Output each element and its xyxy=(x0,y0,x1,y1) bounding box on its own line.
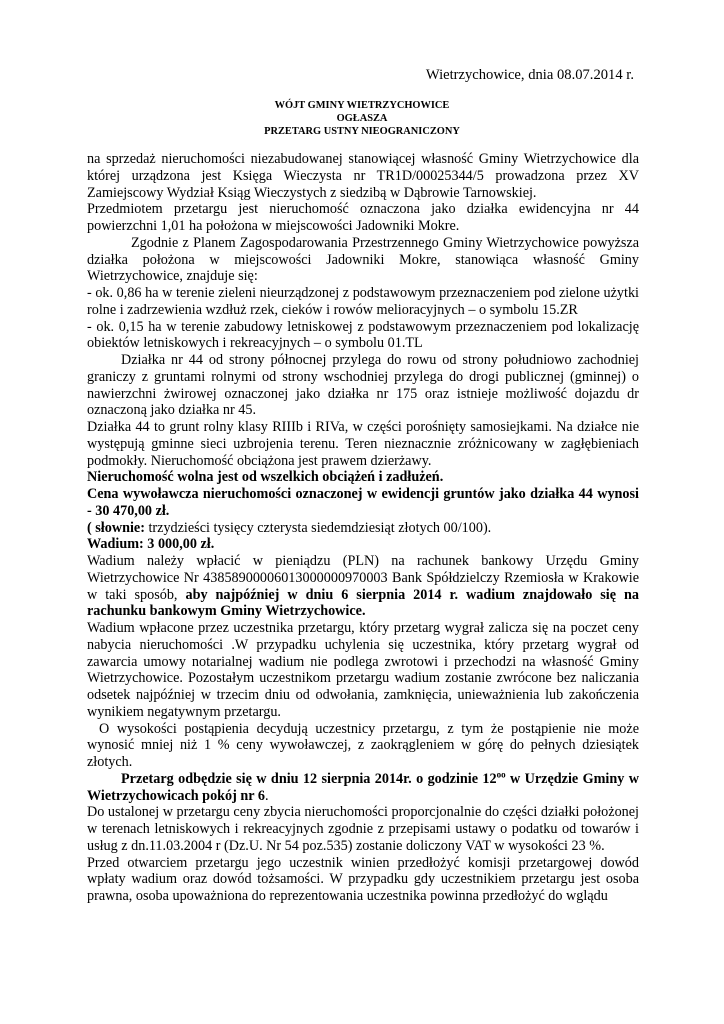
zoning-item-zr: - ok. 0,86 ha w terenie zieleni nieurządzonej z podstawowym przeznaczeniem pod zielone użytki rolne i zadrzewienia wzdłuż rzek, cieków i rowów melioracyjnych – o symbolu 15.ZR xyxy=(87,285,639,318)
deposit-payment-paragraph xyxy=(87,553,639,620)
header-issuer: WÓJT GMINY WIETRZYCHOWICE xyxy=(274,100,450,111)
date-line: Wietrzychowice, dnia 08.07.2014 r. xyxy=(425,67,634,83)
intro-paragraph: na sprzedaż nieruchomości niezabudowanej stanowiącej własność Gminy Wietrzychowice dla której urządzona jest Księga Wieczysta nr TR1D/00025344/5 prowadzona przez XV Zamiejscowy Wydział Ksiąg Wieczystych z siedzibą w Dąbrowie Tarnowskiej. xyxy=(87,151,639,201)
participant-requirements-paragraph: Przed otwarciem przetargu jego uczestnik winien przedłożyć komisji przetargowej dowód wpłaty wadium oraz dowód tożsamości. W przypadku gdy uczestnikiem przetargu jest osoba prawna, osoba upoważniona do reprezentowania uczestnika powinna przedłożyć do wglądu xyxy=(87,854,639,904)
deposit-rules-paragraph: Wadium wpłacone przez uczestnika przetargu, który przetarg wygrał zalicza się na poczet ceny nabycia nieruchomości .W przypadku uchylenia się uczestnika, który przetarg wygrał od zawarcia umowy notarialnej wadium nie podlega zwrotowi i przechodzi na własność Gminy Wietrzychowice. Pozostałym uczestnikom przetargu wadium zostanie zwrócone bez naliczania odsetek najpóźniej w trzecim dniu od odwołania, zamknięcia, unieważnienia lub zakończenia wynikiem negatywnym przetargu. xyxy=(87,620,639,720)
land-description-paragraph: Działka 44 to grunt rolny klasy RIIIb i RIVa, w części porośnięty samosiejkami. Na działce nie występują gminne sieci uzbrojenia terenu. Teren nieznacznie zróżnicowany w zagłębieniach podmokły. Nieruchomość obciążona jest prawem dzierżawy. xyxy=(87,419,639,469)
header-announces: OGŁASZA xyxy=(336,113,388,124)
tender-location: w Urzędzie Gminy w Wietrzychowicach pokój nr 6 xyxy=(87,770,639,804)
deposit-payment-text: Wadium należy wpłacić w pieniądzu (PLN) na rachunek bankowy Urzędu Gminy Wietrzychowice Nr 43858900006013000000970003 Bank Spółdzielczy Rzemiosła w Krakowie w taki sposób, xyxy=(87,553,639,603)
document-body xyxy=(87,151,639,905)
bid-increment-paragraph: O wysokości postąpienia decydują uczestnicy przetargu, z tym że postąpienie nie może wynosić mniej niż 1 % ceny wywoławczej, z zaokrągleniem w górę do pełnych dziesiątek złotych. xyxy=(87,720,639,770)
header-tender-type: PRZETARG USTNY NIEOGRANICZONY xyxy=(264,126,460,137)
zoning-item-tl: - ok. 0,15 ha w terenie zabudowy letniskowej z podstawowym przeznaczeniem pod lokalizację obiektów letniskowych i rekreacyjnych – o symbolu 01.TL xyxy=(87,318,639,352)
tender-date-paragraph xyxy=(87,771,639,805)
deposit-deadline: aby najpóźniej w dniu 6 sierpnia 2014 r. wadium znajdowało się na rachunku bankowym Gminy Wietrzychowice. xyxy=(87,586,640,620)
price-in-words xyxy=(87,520,639,537)
tender-date-text: Przetarg odbędzie się w dniu 12 sierpnia 2014r. o godzinie 12 xyxy=(121,770,497,787)
vat-paragraph: Do ustalonej w przetargu ceny zbycia nieruchomości proporcjonalnie do części działki położonej w terenach letniskowych i rekreacyjnych zgodnie z przepisami ustawy o podatku od towarów i usług z dn.11.03.2004 r (Dz.U. Nr 54 poz.535) zostanie doliczony VAT w wysokości 23 %. xyxy=(87,804,639,854)
tender-hour-superscript: oo xyxy=(496,769,506,780)
location-paragraph: Działka nr 44 od strony północnej przylega do rowu od strony południowo zachodniej graniczy z gruntami rolnymi od strony wschodniej przylega do drogi publicznej (gminnej) o nawierzchni żwirowej oznaczonej jako działka nr 175 oraz istnieje możliwość dojazdu dr oznaczoną jako działka nr 45. xyxy=(87,352,639,419)
starting-price: Cena wywoławcza nieruchomości oznaczonej w ewidencji gruntów jako działka 44 wynosi - 30 470,00 zł. xyxy=(87,486,639,519)
deposit-amount: Wadium: 3 000,00 zł. xyxy=(87,536,215,553)
subject-paragraph: Przedmiotem przetargu jest nieruchomość oznaczona jako działka ewidencyjna nr 44 powierzchni 1,01 ha położona w miejscowości Jadowniki Mokre. xyxy=(87,201,639,234)
zoning-paragraph: Zgodnie z Planem Zagospodarowania Przestrzennego Gminy Wietrzychowice powyższa działka położona w miejscowości Jadowniki Mokre, stanowiąca własność Gminy Wietrzychowice, znajduje się: xyxy=(87,234,639,285)
price-in-words-label: ( słownie: xyxy=(87,519,145,536)
tender-date-period: . xyxy=(265,787,269,804)
price-in-words-text: trzydzieści tysięcy czterysta siedemdziesiąt złotych 00/100). xyxy=(144,519,492,536)
encumbrance-statement: Nieruchomość wolna jest od wszelkich obciążeń i zadłużeń. xyxy=(87,469,444,486)
